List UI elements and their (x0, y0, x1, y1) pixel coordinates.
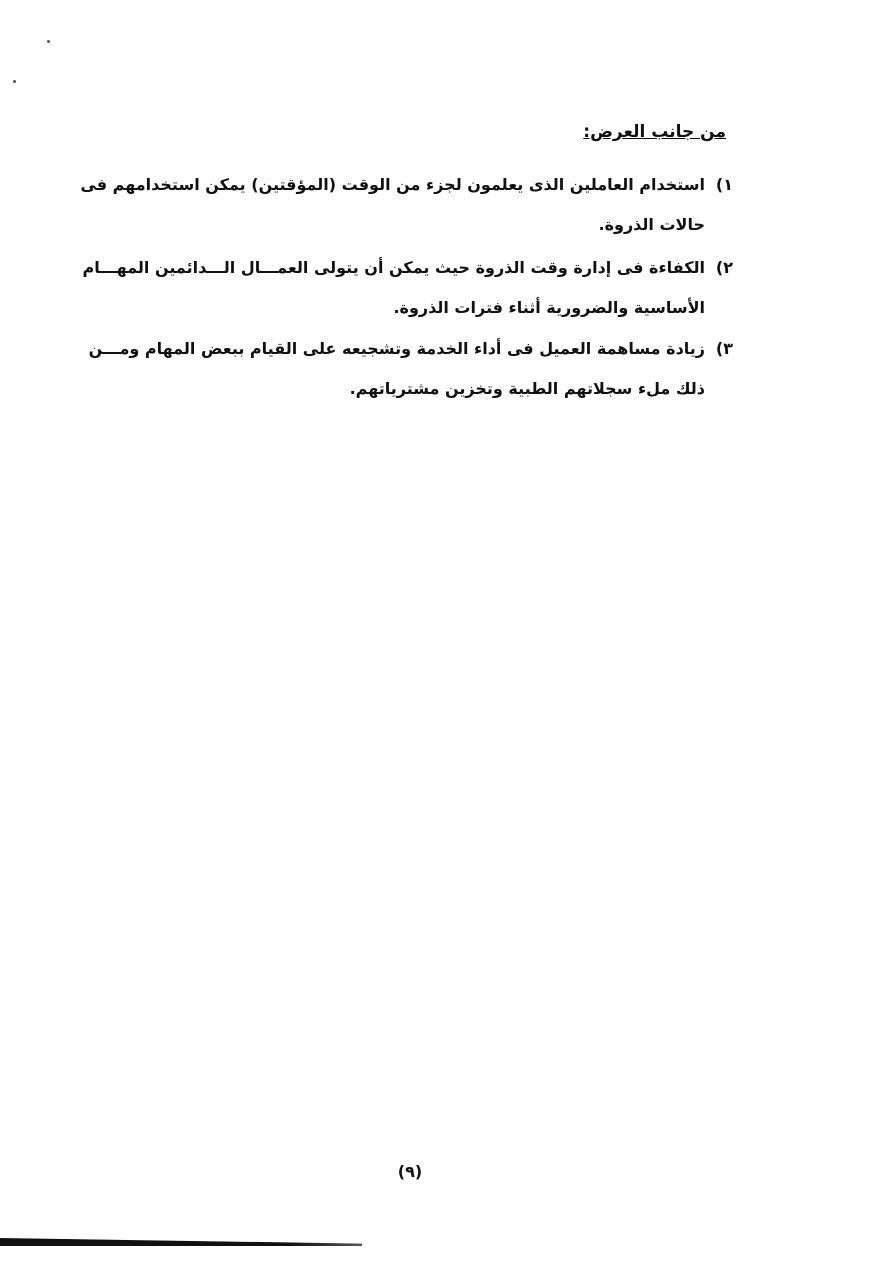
page-number: (٩) (397, 1162, 423, 1181)
scan-speck (47, 40, 50, 43)
item-number: ٢) (715, 258, 733, 277)
item-line-1: استخدام العاملين الذى يعلمون لجزء من الوقت (المؤقتين) يمكن استخدامهم فى (80, 175, 705, 194)
item-line-1: الكفاءة فى إدارة وقت الذروة حيث يمكن أن يتولى العمـــال الـــدائمين المهـــام (82, 258, 705, 277)
item-line-1: زيادة مساهمة العميل فى أداء الخدمة وتشجيعه على القيام ببعض المهام ومـــن (88, 339, 705, 358)
list-item (82, 258, 733, 318)
list-item (80, 175, 733, 235)
section-heading: من جانب العرض: (583, 122, 726, 142)
item-line-2: ذلك ملء سجلاتهم الطبية وتخزين مشترياتهم. (349, 379, 705, 398)
item-line-2: الأساسية والضرورية أثناء فترات الذروة. (393, 298, 705, 317)
item-line-2: حالات الذروة. (598, 215, 705, 234)
scan-speck (13, 80, 16, 83)
item-number: ١) (715, 175, 733, 194)
item-number: ٣) (715, 339, 733, 358)
bottom-rule (0, 1238, 362, 1246)
list-item (88, 339, 733, 399)
